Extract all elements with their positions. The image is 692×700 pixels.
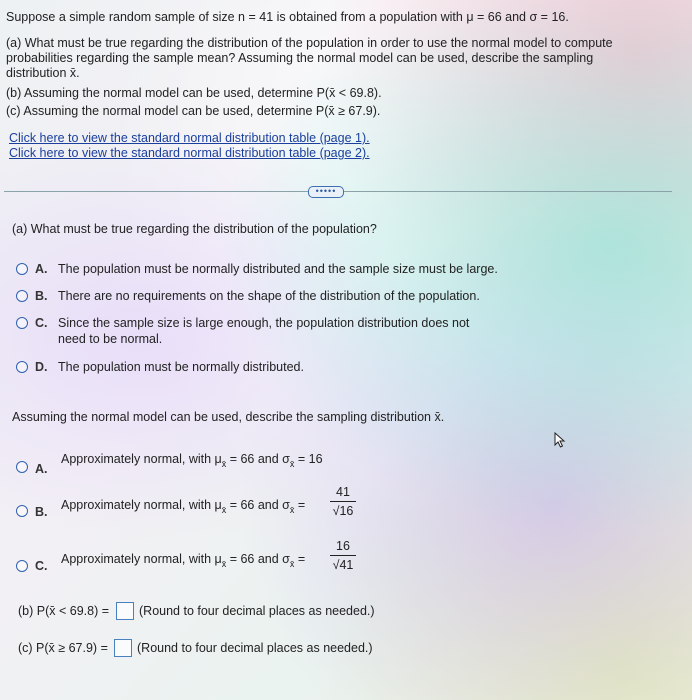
answer-b-label: (b) P(x̄ < 69.8) = bbox=[18, 604, 110, 618]
sigma-fraction bbox=[330, 485, 356, 521]
problem-intro: Suppose a simple random sample of size n = 41 is obtained from a population with μ = 66 and σ = 16. bbox=[6, 10, 569, 24]
option-letter: A. bbox=[35, 462, 48, 476]
mouse-pointer-icon bbox=[553, 432, 567, 448]
radio-s-b[interactable] bbox=[16, 505, 28, 517]
part-a-text-line3: distribution x̄. bbox=[6, 66, 80, 80]
answer-b-input[interactable] bbox=[116, 602, 134, 620]
option-text: The population must be normally distributed. bbox=[58, 360, 304, 374]
option-text: The population must be normally distributed and the sample size must be large. bbox=[58, 262, 498, 276]
option-text: Approximately normal, with $\mu_{x̄} = 66$ and $\sigma_{x̄}$ = bbox=[61, 498, 306, 515]
part-a-text-line1: (a) What must be true regarding the distribution of the population in order to use the normal model to compute bbox=[6, 36, 613, 50]
normal-table-link-page1[interactable]: Click here to view the standard normal distribution table (page 1). bbox=[9, 131, 370, 145]
option-text-cont: need to be normal. bbox=[58, 332, 163, 346]
answer-c-note: (Round to four decimal places as needed.) bbox=[137, 641, 373, 655]
radio-a-4[interactable] bbox=[16, 361, 28, 373]
part-b-text: (b) Assuming the normal model can be used, determine P(x̄ < 69.8). bbox=[6, 86, 382, 100]
sigma-fraction bbox=[330, 539, 356, 575]
fraction-bar bbox=[330, 555, 356, 556]
radio-a-3[interactable] bbox=[16, 317, 28, 329]
option-text: Approximately normal, with $\mu_{x̄} = 66$ and $\sigma_{x̄} = 16$ bbox=[61, 452, 323, 469]
fraction-denominator: √16 bbox=[332, 504, 354, 518]
answer-c-input[interactable] bbox=[114, 639, 132, 657]
normal-table-link-page2[interactable]: Click here to view the standard normal distribution table (page 2). bbox=[9, 146, 370, 160]
option-letter: A. bbox=[35, 262, 48, 276]
expand-more-button[interactable]: ••••• bbox=[308, 186, 344, 198]
fraction-numerator: 16 bbox=[336, 539, 350, 553]
part-c-text: (c) Assuming the normal model can be used, determine P(x̄ ≥ 67.9). bbox=[6, 104, 381, 118]
radio-s-a[interactable] bbox=[16, 461, 28, 473]
option-text: Since the sample size is large enough, the population distribution does not bbox=[58, 316, 470, 330]
option-letter: B. bbox=[35, 505, 48, 519]
option-letter: B. bbox=[35, 289, 48, 303]
question-a-prompt: (a) What must be true regarding the distribution of the population? bbox=[12, 222, 377, 236]
answer-b-note: (Round to four decimal places as needed.) bbox=[139, 604, 375, 618]
fraction-denominator: √41 bbox=[332, 558, 354, 572]
radio-s-c[interactable] bbox=[16, 560, 28, 572]
option-letter: D. bbox=[35, 360, 48, 374]
option-text: There are no requirements on the shape of the distribution of the population. bbox=[58, 289, 480, 303]
answer-c-label: (c) P(x̄ ≥ 67.9) = bbox=[18, 641, 108, 655]
sampling-prompt: Assuming the normal model can be used, describe the sampling distribution x̄. bbox=[12, 410, 445, 424]
option-text: Approximately normal, with $\mu_{x̄} = 66$ and $\sigma_{x̄}$ = bbox=[61, 552, 306, 569]
fraction-numerator: 41 bbox=[336, 485, 350, 499]
fraction-bar bbox=[330, 501, 356, 502]
radio-a-1[interactable] bbox=[16, 263, 28, 275]
radio-a-2[interactable] bbox=[16, 290, 28, 302]
option-letter: C. bbox=[35, 316, 48, 330]
option-letter: C. bbox=[35, 559, 48, 573]
part-a-text-line2: probabilities regarding the sample mean? Assuming the normal model can be used, describe the sampling bbox=[6, 51, 594, 65]
